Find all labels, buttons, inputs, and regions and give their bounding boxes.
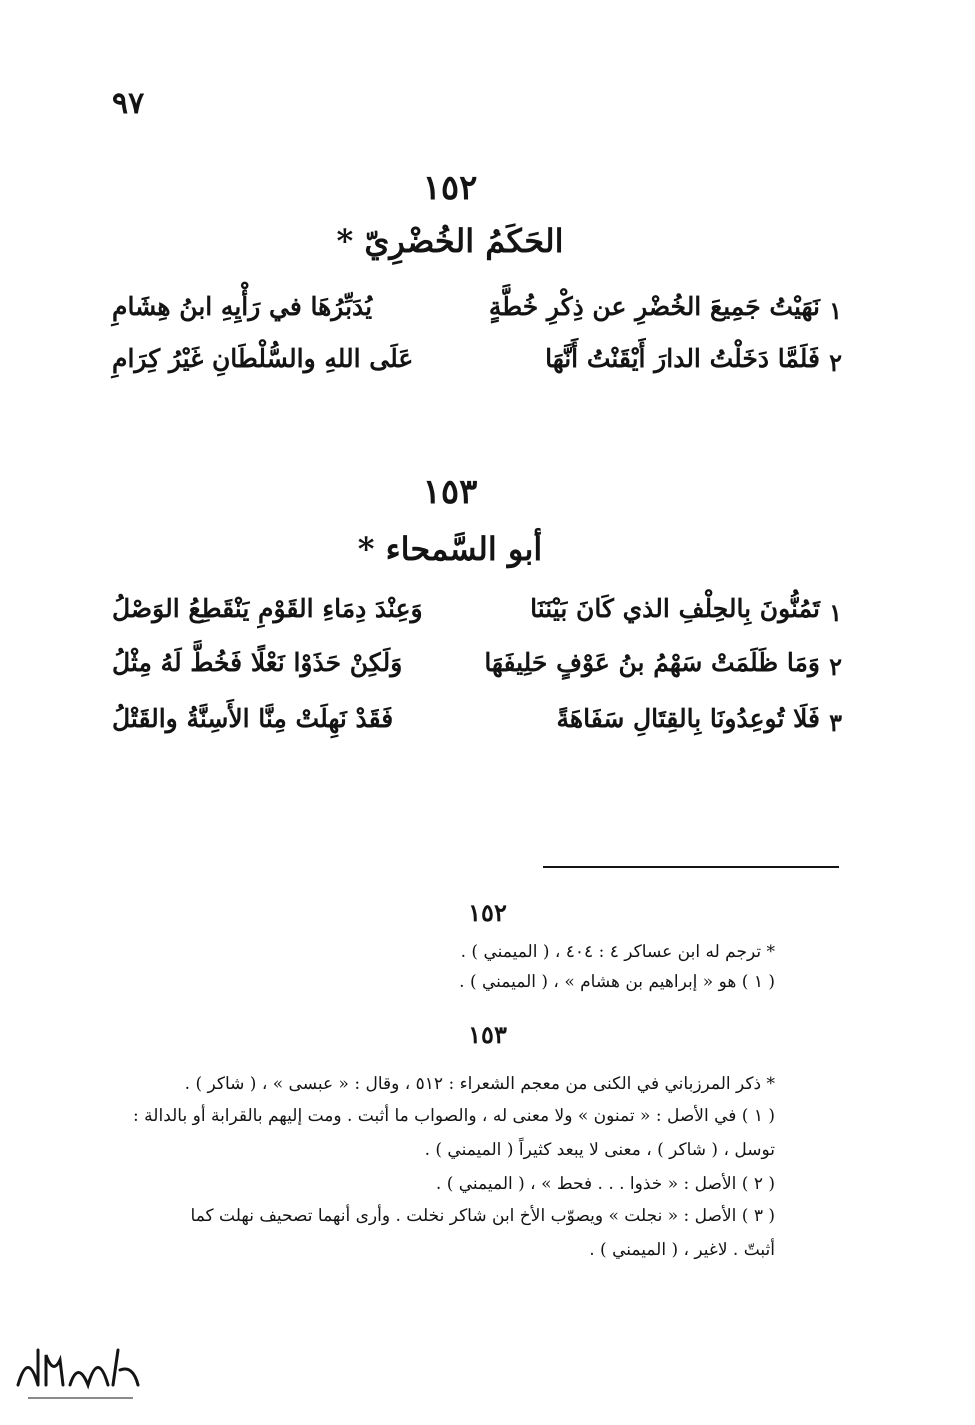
verse-number: ١ (829, 296, 842, 325)
verse (112, 344, 842, 390)
footnote-line: أثبتّ . لاغير ، ( الميمني ) . (589, 1240, 775, 1260)
footnote-heading: ١٥٣ (468, 1020, 507, 1049)
verse (112, 594, 842, 640)
poem-title: الحَكَمُ الخُضْرِيّ * (336, 222, 564, 260)
watermark-logo (8, 1330, 148, 1410)
first-hemistich: تَمُنُّونَ بِالحِلْفِ الذي كَانَ بَيْنَنَا (530, 594, 820, 623)
footnote-line: توسل ، ( شاكر ) ، معنى لا يبعد كثيراً ( الميمني ) . (424, 1140, 775, 1160)
footnote-line: ( ٢ ) الأصل : « خذوا . . . فحط » ، ( الميمني ) . (435, 1174, 775, 1194)
first-hemistich: وَمَا ظَلَمَتْ سَهْمُ بنُ عَوْفٍ حَلِيفَهَا (484, 648, 820, 677)
second-hemistich: وَعِنْدَ دِمَاءِ القَوْمِ يَنْقَطِعُ الوَصْلُ (112, 594, 423, 623)
second-hemistich: وَلَكِنْ حَذَوْا نَعْلًا فَخُطَّ لَهُ مِثْلُ (112, 648, 403, 677)
second-hemistich: عَلَى اللهِ والسُّلْطَانِ غَيْرُ كِرَامِ (112, 344, 414, 373)
footnote-line: * ترجم له ابن عساكر ٤ : ٤٠٤ ، ( الميمني ) . (460, 942, 775, 962)
verse (112, 704, 842, 750)
page-number: ٩٧ (112, 86, 145, 121)
poem-title: أبو السَّمحاء * (357, 530, 543, 568)
footnote-line: ( ٣ ) الأصل : « نجلت » ويصوّب الأخ ابن شاكر نخلت . وأرى أنهما تصحيف نهلت كما (190, 1206, 775, 1226)
footnote-line: ( ١ ) هو « إبراهيم بن هشام » ، ( الميمني ) . (459, 972, 775, 992)
first-hemistich: نَهَيْتُ جَمِيعَ الخُضْرِ عن ذِكْرِ خُطَّةٍ (488, 292, 820, 321)
first-hemistich: فَلَمَّا دَخَلْتُ الدارَ أَيْقَنْتُ أَنَّهَا (545, 344, 820, 373)
second-hemistich: يُدَبِّرُهَا في رَأْيِهِ ابنُ هِشَامِ (112, 292, 373, 321)
verse-number: ٢ (829, 348, 842, 377)
footnote-line: ( ١ ) في الأصل : « تمنون » ولا معنى له ، والصواب ما أثبت . ومت إليهم بالقرابة أو بالدالة : (133, 1106, 775, 1126)
verse (112, 292, 842, 338)
poem-number: ١٥٣ (422, 472, 478, 512)
verse-number: ١ (829, 598, 842, 627)
first-hemistich: فَلَا تُوعِدُونَا بِالقِتَالِ سَفَاهَةً (556, 704, 820, 733)
verse-number: ٣ (829, 708, 842, 737)
verse (112, 648, 842, 694)
verse-number: ٢ (829, 652, 842, 681)
poem-number: ١٥٢ (422, 168, 478, 208)
footnote-heading: ١٥٢ (468, 898, 507, 927)
second-hemistich: فَقَدْ نَهِلَتْ مِنَّا الأَسِنَّةُ والقَتْلُ (112, 704, 394, 733)
footnote-separator (543, 866, 839, 868)
footnote-line: * ذكر المرزباني في الكنى من معجم الشعراء : ٥١٢ ، وقال : « عبسى » ، ( شاكر ) . (184, 1074, 775, 1094)
